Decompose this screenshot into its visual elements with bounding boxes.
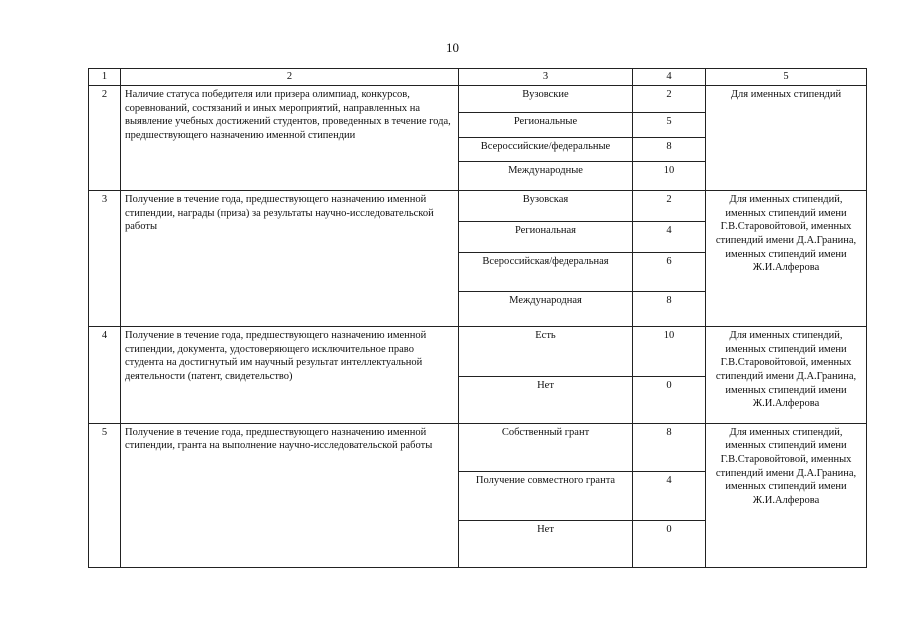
criterion-description: Получение в течение года, предшествующего назначению именной стипендии, документа, удостоверяющего исключительное право студента на достигнутый им научный результат интеллектуальной деятельности (патент, свидетельство)	[121, 327, 459, 424]
points-value: 10	[633, 327, 706, 377]
points-value: 8	[633, 423, 706, 471]
points-value: 0	[633, 520, 706, 567]
level-label: Вузовская	[459, 191, 633, 222]
column-header: 2	[121, 69, 459, 86]
level-label: Международные	[459, 162, 633, 191]
level-label: Всероссийская/федеральная	[459, 252, 633, 291]
applicability-note: Для именных стипендий, именных стипендий имени Г.В.Старовойтовой, именных стипендий имени Д.А.Гранина, именных стипендий имени Ж.И.Алферова	[706, 327, 867, 424]
points-value: 5	[633, 112, 706, 137]
page-number: 10	[446, 40, 459, 55]
level-label: Собственный грант	[459, 423, 633, 471]
applicability-note: Для именных стипендий, именных стипендий имени Г.В.Старовойтовой, именных стипендий имени Д.А.Гранина, именных стипендий имени Ж.И.Алферова	[706, 191, 867, 327]
column-header: 4	[633, 69, 706, 86]
level-label: Вузовские	[459, 86, 633, 113]
table-header-row	[89, 69, 867, 86]
row-number: 5	[89, 423, 121, 567]
column-header: 5	[706, 69, 867, 86]
level-label: Всероссийские/федеральные	[459, 137, 633, 162]
level-label: Региональная	[459, 222, 633, 253]
table-row	[89, 423, 867, 471]
criteria-table	[88, 68, 867, 568]
table-row	[89, 86, 867, 113]
level-label: Получение совместного гранта	[459, 472, 633, 520]
points-value: 10	[633, 162, 706, 191]
points-value: 2	[633, 191, 706, 222]
points-value: 6	[633, 252, 706, 291]
table-row	[89, 191, 867, 222]
points-value: 2	[633, 86, 706, 113]
applicability-note: Для именных стипендий	[706, 86, 867, 191]
level-label: Есть	[459, 327, 633, 377]
row-number: 2	[89, 86, 121, 191]
criterion-description: Наличие статуса победителя или призера олимпиад, конкурсов, соревнований, состязаний и иных мероприятий, направленных на выявление учебных достижений студентов, проведенных в течение года, предшествующего назначению именной стипендии	[121, 86, 459, 191]
criterion-description: Получение в течение года, предшествующего назначению именной стипендии, гранта на выполнение научно-исследовательской работы	[121, 423, 459, 567]
level-label: Нет	[459, 520, 633, 567]
applicability-note: Для именных стипендий, именных стипендий имени Г.В.Старовойтовой, именных стипендий имени Д.А.Гранина, именных стипендий имени Ж.И.Алферова	[706, 423, 867, 567]
points-value: 0	[633, 377, 706, 423]
column-header: 1	[89, 69, 121, 86]
level-label: Нет	[459, 377, 633, 423]
table-row	[89, 327, 867, 377]
level-label: Региональные	[459, 112, 633, 137]
row-number: 4	[89, 327, 121, 424]
points-value: 4	[633, 222, 706, 253]
level-label: Международная	[459, 292, 633, 327]
points-value: 4	[633, 472, 706, 520]
column-header: 3	[459, 69, 633, 86]
points-value: 8	[633, 292, 706, 327]
points-value: 8	[633, 137, 706, 162]
row-number: 3	[89, 191, 121, 327]
criterion-description: Получение в течение года, предшествующего назначению именной стипендии, награды (приза) за результаты научно-исследовательской работы	[121, 191, 459, 327]
